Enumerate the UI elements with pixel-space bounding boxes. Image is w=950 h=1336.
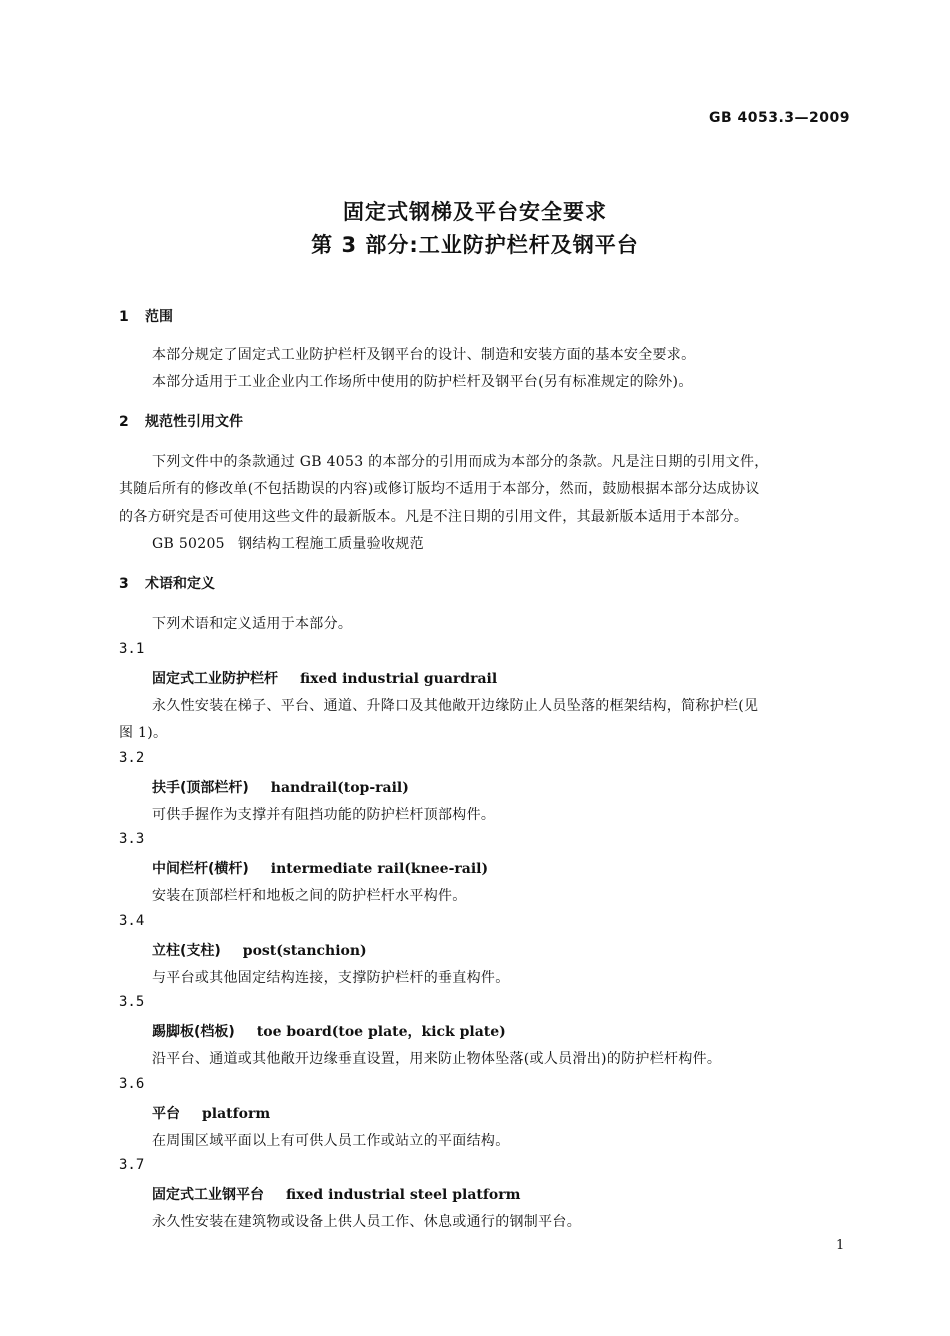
section-number: 3 bbox=[119, 576, 129, 592]
term-zh: 固定式工业钢平台 bbox=[152, 1187, 264, 1203]
term-zh: 固定式工业防护栏杆 bbox=[152, 671, 278, 687]
term-heading bbox=[152, 940, 367, 960]
paragraph: 本部分适用于工业企业内工作场所中使用的防护栏杆及钢平台(另有标准规定的除外)。 bbox=[152, 374, 693, 390]
term-definition: 永久性安装在梯子、平台、通道、升降口及其他敞开边缘防止人员坠落的框架结构，简称护栏(见 bbox=[152, 698, 759, 714]
term-definition: 在周围区域平面以上有可供人员工作或站立的平面结构。 bbox=[152, 1133, 510, 1149]
page-number: 1 bbox=[836, 1238, 845, 1253]
term-en: fixed industrial steel platform bbox=[286, 1187, 521, 1203]
term-number: 3.3 bbox=[119, 831, 145, 847]
reference-entry bbox=[152, 533, 424, 553]
term-number: 3.5 bbox=[119, 994, 145, 1010]
term-definition: 图 1)。 bbox=[119, 725, 168, 741]
section-title: 范围 bbox=[145, 309, 173, 325]
term-en: toe board(toe plate，kick plate) bbox=[256, 1024, 506, 1040]
term-en: platform bbox=[202, 1106, 271, 1122]
term-definition: 安装在顶部栏杆和地板之间的防护栏杆水平构件。 bbox=[152, 888, 467, 904]
term-heading bbox=[152, 1021, 506, 1041]
term-number: 3.2 bbox=[119, 750, 145, 766]
term-zh: 扶手(顶部栏杆) bbox=[152, 780, 249, 796]
term-heading bbox=[152, 1103, 270, 1123]
term-number: 3.7 bbox=[119, 1157, 145, 1173]
term-zh: 踢脚板(档板) bbox=[152, 1024, 235, 1040]
section-title: 术语和定义 bbox=[145, 576, 215, 592]
term-zh: 平台 bbox=[152, 1106, 180, 1122]
section-number: 2 bbox=[119, 414, 129, 430]
section-heading-scope bbox=[119, 306, 173, 326]
document-title-line1: 固定式钢梯及平台安全要求 bbox=[343, 200, 607, 224]
document-title-line2: 第 3 部分:工业防护栏杆及钢平台 bbox=[311, 233, 639, 257]
standard-number: GB 4053.3—2009 bbox=[708, 110, 850, 126]
term-definition: 可供手握作为支撑并有阻挡功能的防护栏杆顶部构件。 bbox=[152, 807, 496, 823]
term-heading bbox=[152, 858, 488, 878]
section-title: 规范性引用文件 bbox=[145, 414, 243, 430]
term-heading bbox=[152, 668, 497, 688]
paragraph: 下列术语和定义适用于本部分。 bbox=[152, 616, 353, 632]
term-heading bbox=[152, 1184, 520, 1204]
term-heading bbox=[152, 777, 409, 797]
reference-code: GB 50205 bbox=[152, 536, 225, 552]
term-definition: 与平台或其他固定结构连接，支撑防护栏杆的垂直构件。 bbox=[152, 970, 510, 986]
term-zh: 立柱(支柱) bbox=[152, 943, 221, 959]
term-en: fixed industrial guardrail bbox=[300, 671, 498, 687]
paragraph-line: 其随后所有的修改单(不包括勘误的内容)或修订版均不适用于本部分，然而，鼓励根据本部分达成协议 bbox=[119, 481, 760, 497]
term-zh: 中间栏杆(横杆) bbox=[152, 861, 249, 877]
section-number: 1 bbox=[119, 309, 129, 325]
paragraph: 本部分规定了固定式工业防护栏杆及钢平台的设计、制造和安装方面的基本安全要求。 bbox=[152, 347, 696, 363]
term-en: intermediate rail(knee-rail) bbox=[270, 861, 489, 877]
term-number: 3.1 bbox=[119, 641, 145, 657]
term-number: 3.6 bbox=[119, 1076, 145, 1092]
term-number: 3.4 bbox=[119, 913, 145, 929]
paragraph-line: 下列文件中的条款通过 GB 4053 的本部分的引用而成为本部分的条款。凡是注日期的引用文件， bbox=[152, 454, 769, 470]
term-definition: 永久性安装在建筑物或设备上供人员工作、休息或通行的钢制平台。 bbox=[152, 1214, 581, 1230]
term-definition: 沿平台、通道或其他敞开边缘垂直设置，用来防止物体坠落(或人员滑出)的防护栏杆构件。 bbox=[152, 1051, 722, 1067]
term-en: post(stanchion) bbox=[242, 943, 367, 959]
term-en: handrail(top-rail) bbox=[270, 780, 409, 796]
section-heading-terms bbox=[119, 573, 215, 593]
paragraph-line: 的各方研究是否可使用这些文件的最新版本。凡是不注日期的引用文件，其最新版本适用于本部分。 bbox=[119, 509, 749, 525]
reference-title: 钢结构工程施工质量验收规范 bbox=[238, 536, 424, 552]
section-heading-normative-references bbox=[119, 411, 243, 431]
